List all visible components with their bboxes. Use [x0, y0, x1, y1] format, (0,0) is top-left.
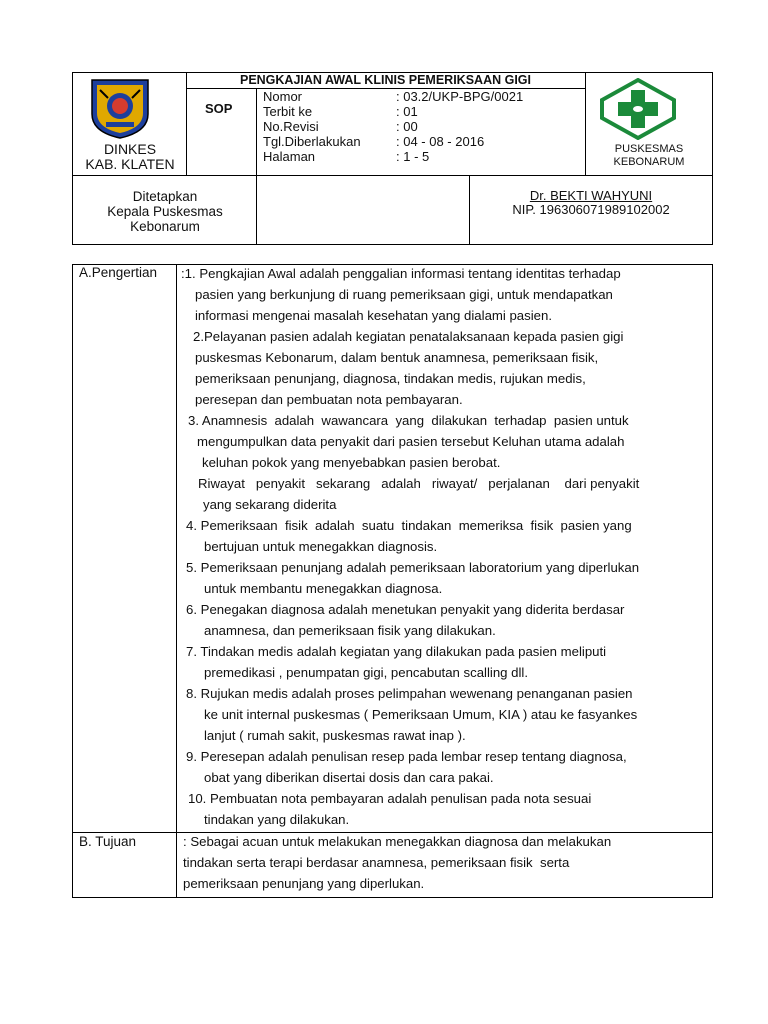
- pengertian-line: pasien yang berkunjung di ruang pemeriksaan gigi, untuk mendapatkan: [195, 287, 613, 302]
- pengertian-line: :1. Pengkajian Awal adalah penggalian informasi tentang identitas terhadap: [181, 266, 621, 281]
- pengertian-line: 10. Pembuatan nota pembayaran adalah penulisan pada nota sesuai: [188, 791, 592, 806]
- approval-line2: Kepala Puskesmas: [107, 204, 223, 219]
- pengertian-line: 9. Peresepan adalah penulisan resep pada lembar resep tentang diagnosa,: [186, 749, 627, 764]
- pengertian-line: informasi mengenai masalah kesehatan yang dialami pasien.: [195, 308, 553, 323]
- puskesmas-name-line2: KEBONARUM: [613, 156, 685, 168]
- section-label-tujuan: B. Tujuan: [79, 834, 137, 849]
- org-name-line1: DINKES: [103, 141, 157, 157]
- puskesmas-name-line1: PUSKESMAS: [614, 143, 684, 155]
- pengertian-line: anamnesa, dan pemeriksaan fisik yang dilakukan.: [204, 623, 496, 638]
- dinkes-crest-logo: [84, 78, 156, 140]
- meta-value-halaman: : 1 - 5: [396, 149, 430, 164]
- pengertian-line: premedikasi , penumpatan gigi, pencabutan scalling dll.: [204, 665, 529, 680]
- meta-label-halaman: Halaman: [263, 149, 316, 164]
- document-title: PENGKAJIAN AWAL KLINIS PEMERIKSAAN GIGI: [239, 73, 531, 87]
- signer-nip: NIP. 196306071989102002: [512, 202, 670, 217]
- section-label-pengertian: A.Pengertian: [79, 265, 158, 280]
- meta-label-terbit: Terbit ke: [263, 104, 313, 119]
- pengertian-line: obat yang diberikan disertai dosis dan cara pakai.: [204, 770, 494, 785]
- signer-name: Dr. BEKTI WAHYUNI: [529, 188, 653, 203]
- pengertian-line: yang sekarang diderita: [203, 497, 337, 512]
- pengertian-line: 3. Anamnesis adalah wawancara yang dilakukan terhadap pasien untuk: [188, 413, 629, 428]
- pengertian-line: tindakan yang dilakukan.: [204, 812, 350, 827]
- pengertian-line: puskesmas Kebonarum, dalam bentuk anamnesa, pemeriksaan fisik,: [195, 350, 599, 365]
- pengertian-line: lanjut ( rumah sakit, puskesmas rawat inap ).: [204, 728, 466, 743]
- meta-value-tgl: : 04 - 08 - 2016: [396, 134, 485, 149]
- puskesmas-logo: [598, 78, 678, 140]
- meta-value-nomor: : 03.2/UKP-BPG/0021: [396, 89, 524, 104]
- pengertian-line: ke unit internal puskesmas ( Pemeriksaan Umum, KIA ) atau ke fasyankes: [204, 707, 638, 722]
- pengertian-line: bertujuan untuk menegakkan diagnosis.: [204, 539, 438, 554]
- doc-type-label: SOP: [205, 101, 233, 116]
- pengertian-line: 2.Pelayanan pasien adalah kegiatan penatalaksanaan kepada pasien gigi: [193, 329, 624, 344]
- meta-value-revisi: : 00: [396, 119, 418, 134]
- pengertian-line: 4. Pemeriksaan fisik adalah suatu tindakan memeriksa fisik pasien yang: [186, 518, 632, 533]
- tujuan-line: : Sebagai acuan untuk melakukan menegakkan diagnosa dan melakukan: [183, 834, 612, 849]
- pengertian-line: 7. Tindakan medis adalah kegiatan yang dilakukan pada pasien meliputi: [186, 644, 607, 659]
- meta-label-tgl: Tgl.Diberlakukan: [263, 134, 361, 149]
- pengertian-line: mengumpulkan data penyakit dari pasien tersebut Keluhan utama adalah: [197, 434, 625, 449]
- pengertian-line: keluhan pokok yang menyebabkan pasien berobat.: [202, 455, 501, 470]
- pengertian-line: pemeriksaan penunjang, diagnosa, tindakan medis, rujukan medis,: [195, 371, 586, 386]
- pengertian-line: 8. Rujukan medis adalah proses pelimpahan wewenang penanganan pasien: [186, 686, 633, 701]
- approval-line3: Kebonarum: [130, 219, 200, 234]
- org-name-line2: KAB. KLATEN: [85, 156, 175, 172]
- meta-value-terbit: : 01: [396, 104, 418, 119]
- meta-label-revisi: No.Revisi: [263, 119, 319, 134]
- approval-line1: Ditetapkan: [132, 189, 198, 204]
- pengertian-line: 5. Pemeriksaan penunjang adalah pemeriksaan laboratorium yang diperlukan: [186, 560, 640, 575]
- tujuan-line: tindakan serta terapi berdasar anamnesa, pemeriksaan fisik serta: [183, 855, 570, 870]
- pengertian-line: Riwayat penyakit sekarang adalah riwayat/ perjalanan dari penyakit: [198, 476, 640, 491]
- tujuan-line: pemeriksaan penunjang yang diperlukan.: [183, 876, 425, 891]
- pengertian-line: 6. Penegakan diagnosa adalah menetukan penyakit yang diderita berdasar: [186, 602, 625, 617]
- meta-label-nomor: Nomor: [263, 89, 303, 104]
- pengertian-line: untuk membantu menegakkan diagnosa.: [204, 581, 443, 596]
- pengertian-line: peresepan dan pembuatan nota pembayaran.: [195, 392, 463, 407]
